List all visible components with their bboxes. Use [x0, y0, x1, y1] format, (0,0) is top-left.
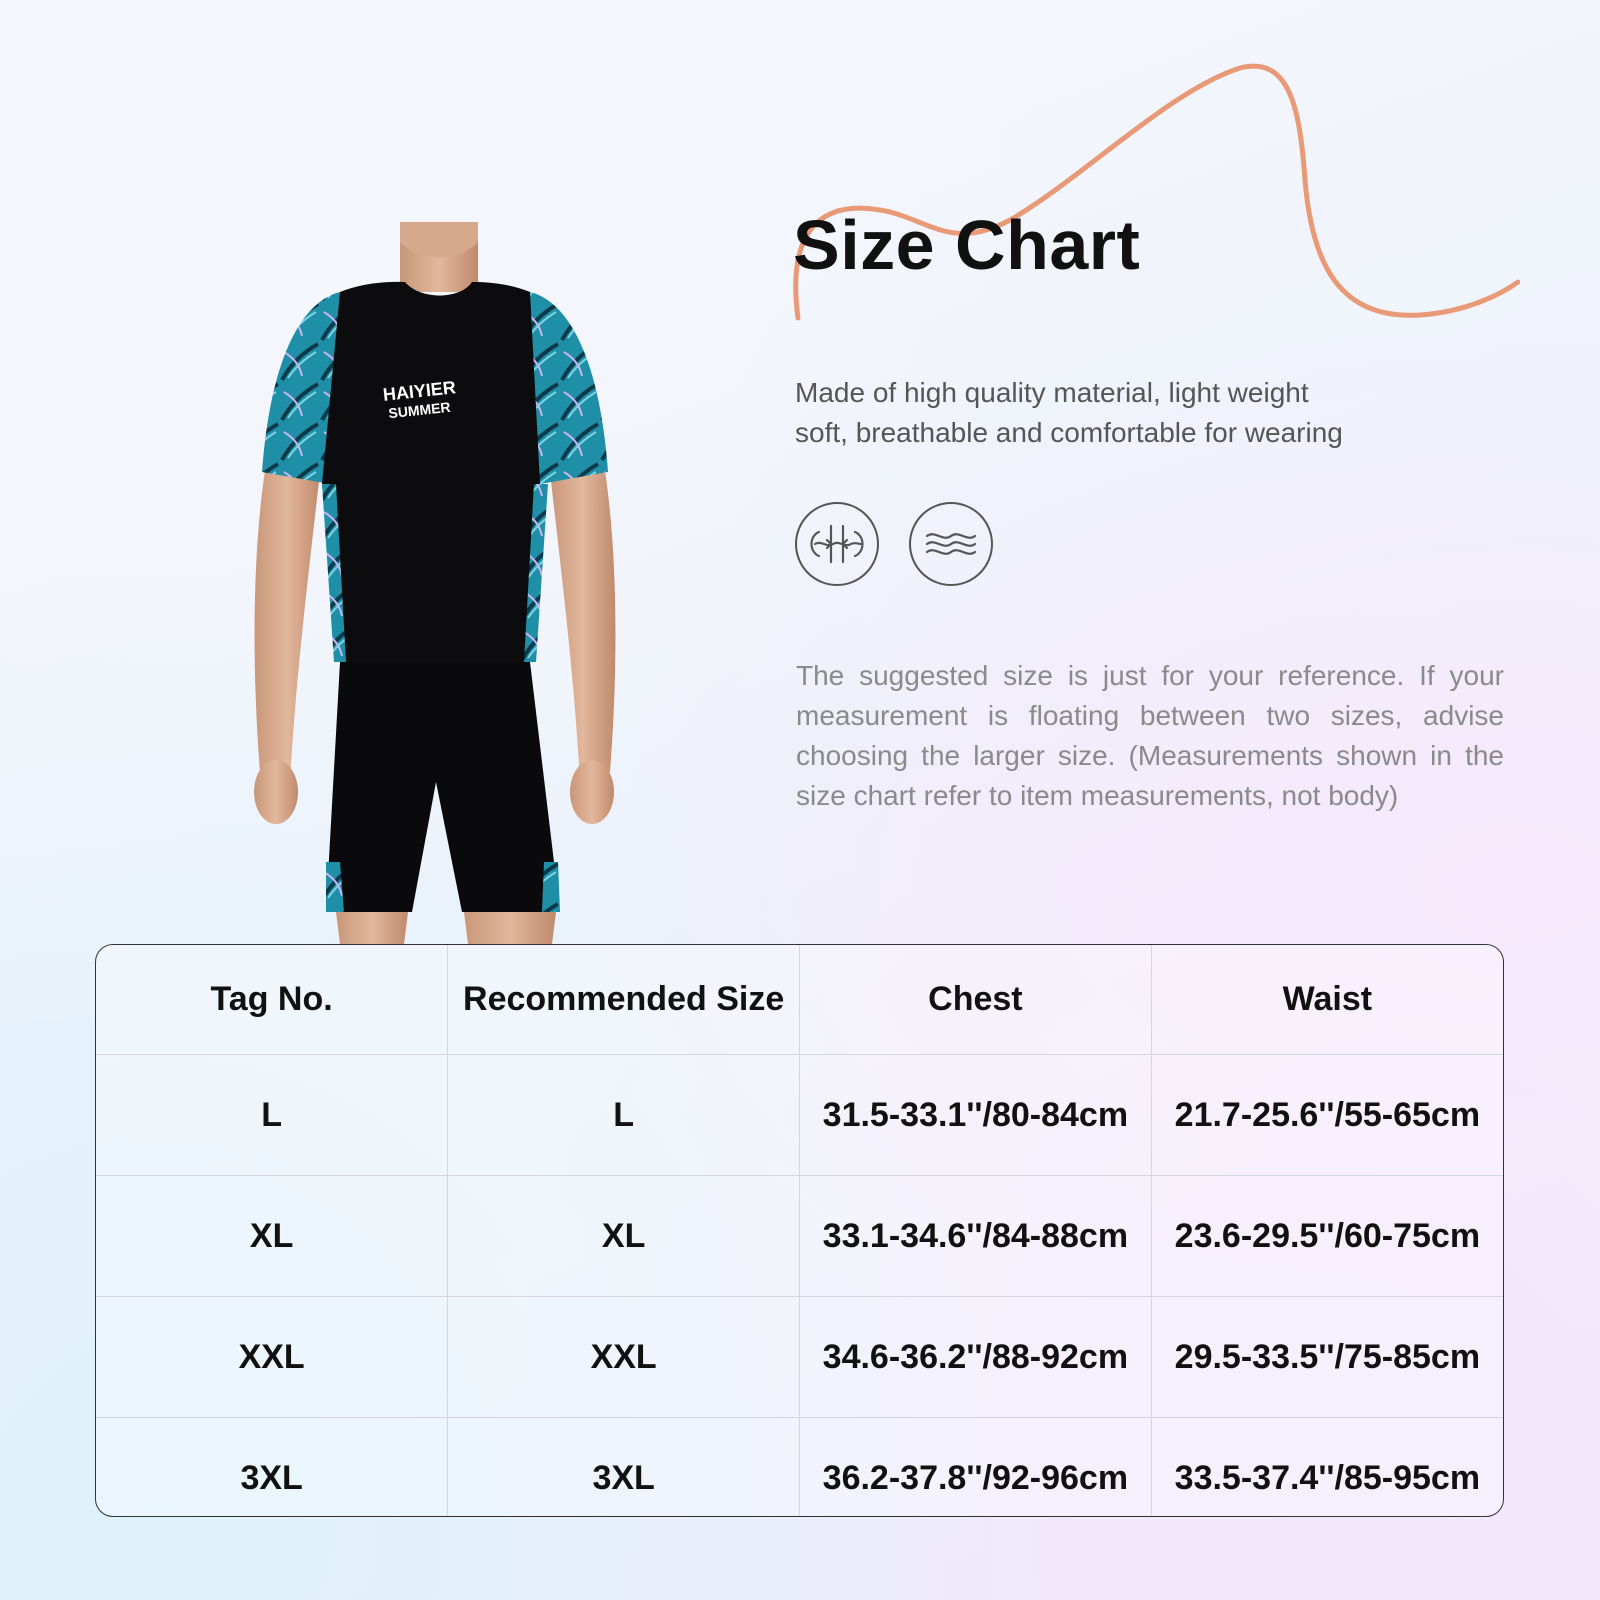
- table-row: [96, 1055, 1503, 1176]
- cell-chest: 31.5-33.1''/80-84cm: [800, 1055, 1152, 1176]
- size-reference-note: The suggested size is just for your reference. If your measurement is floating between two sizes, advise choosing the larger size. (Measurements shown in the size chart refer to item measurements, not body): [796, 660, 1504, 811]
- description-line-1: Made of high quality material, light weight: [795, 377, 1309, 408]
- header-waist: Waist: [1151, 945, 1503, 1055]
- header-tag-no: Tag No.: [96, 945, 448, 1055]
- brand-logo-line-1: HAIYIER: [382, 377, 457, 405]
- cell-chest: 33.1-34.6''/84-88cm: [800, 1176, 1152, 1297]
- product-logo: [382, 377, 457, 421]
- cell-waist: 33.5-37.4''/85-95cm: [1174, 1458, 1481, 1497]
- brand-logo-line-2: SUMMER: [387, 398, 452, 422]
- table-row: [96, 1418, 1503, 1518]
- table-row: [96, 1176, 1503, 1297]
- page-title: Size Chart: [793, 206, 1141, 284]
- cell-tag-no: XL: [96, 1176, 448, 1297]
- header-chest: Chest: [800, 945, 1152, 1055]
- product-model-image: [240, 222, 630, 944]
- size-table-container: [95, 944, 1504, 1517]
- breathable-waves-icon: [909, 502, 993, 586]
- product-description: [795, 373, 1435, 453]
- cell-tag-no: L: [96, 1055, 448, 1176]
- description-line-2: soft, breathable and comfortable for wearing: [795, 417, 1343, 448]
- cell-tag-no: XXL: [96, 1297, 448, 1418]
- cell-waist: 23.6-29.5''/60-75cm: [1151, 1176, 1503, 1297]
- cell-recommended-size: L: [448, 1055, 800, 1176]
- feature-icons: [795, 502, 993, 586]
- cell-recommended-size: 3XL: [448, 1418, 800, 1518]
- size-table: [96, 945, 1503, 1517]
- cell-chest: 36.2-37.8''/92-96cm: [800, 1418, 1152, 1518]
- header-recommended-size: Recommended Size: [448, 945, 800, 1055]
- cell-recommended-size: XXL: [448, 1297, 800, 1418]
- table-header-row: [96, 945, 1503, 1055]
- cell-tag-no: 3XL: [96, 1418, 448, 1518]
- cell-recommended-size: XL: [448, 1176, 800, 1297]
- decorative-squiggle: [780, 50, 1520, 340]
- fabric-stretch-icon: [795, 502, 879, 586]
- cell-waist: 29.5-33.5''/75-85cm: [1151, 1297, 1503, 1418]
- cell-waist: 21.7-25.6''/55-65cm: [1151, 1055, 1503, 1176]
- table-row: [96, 1297, 1503, 1418]
- cell-chest: 34.6-36.2''/88-92cm: [800, 1297, 1152, 1418]
